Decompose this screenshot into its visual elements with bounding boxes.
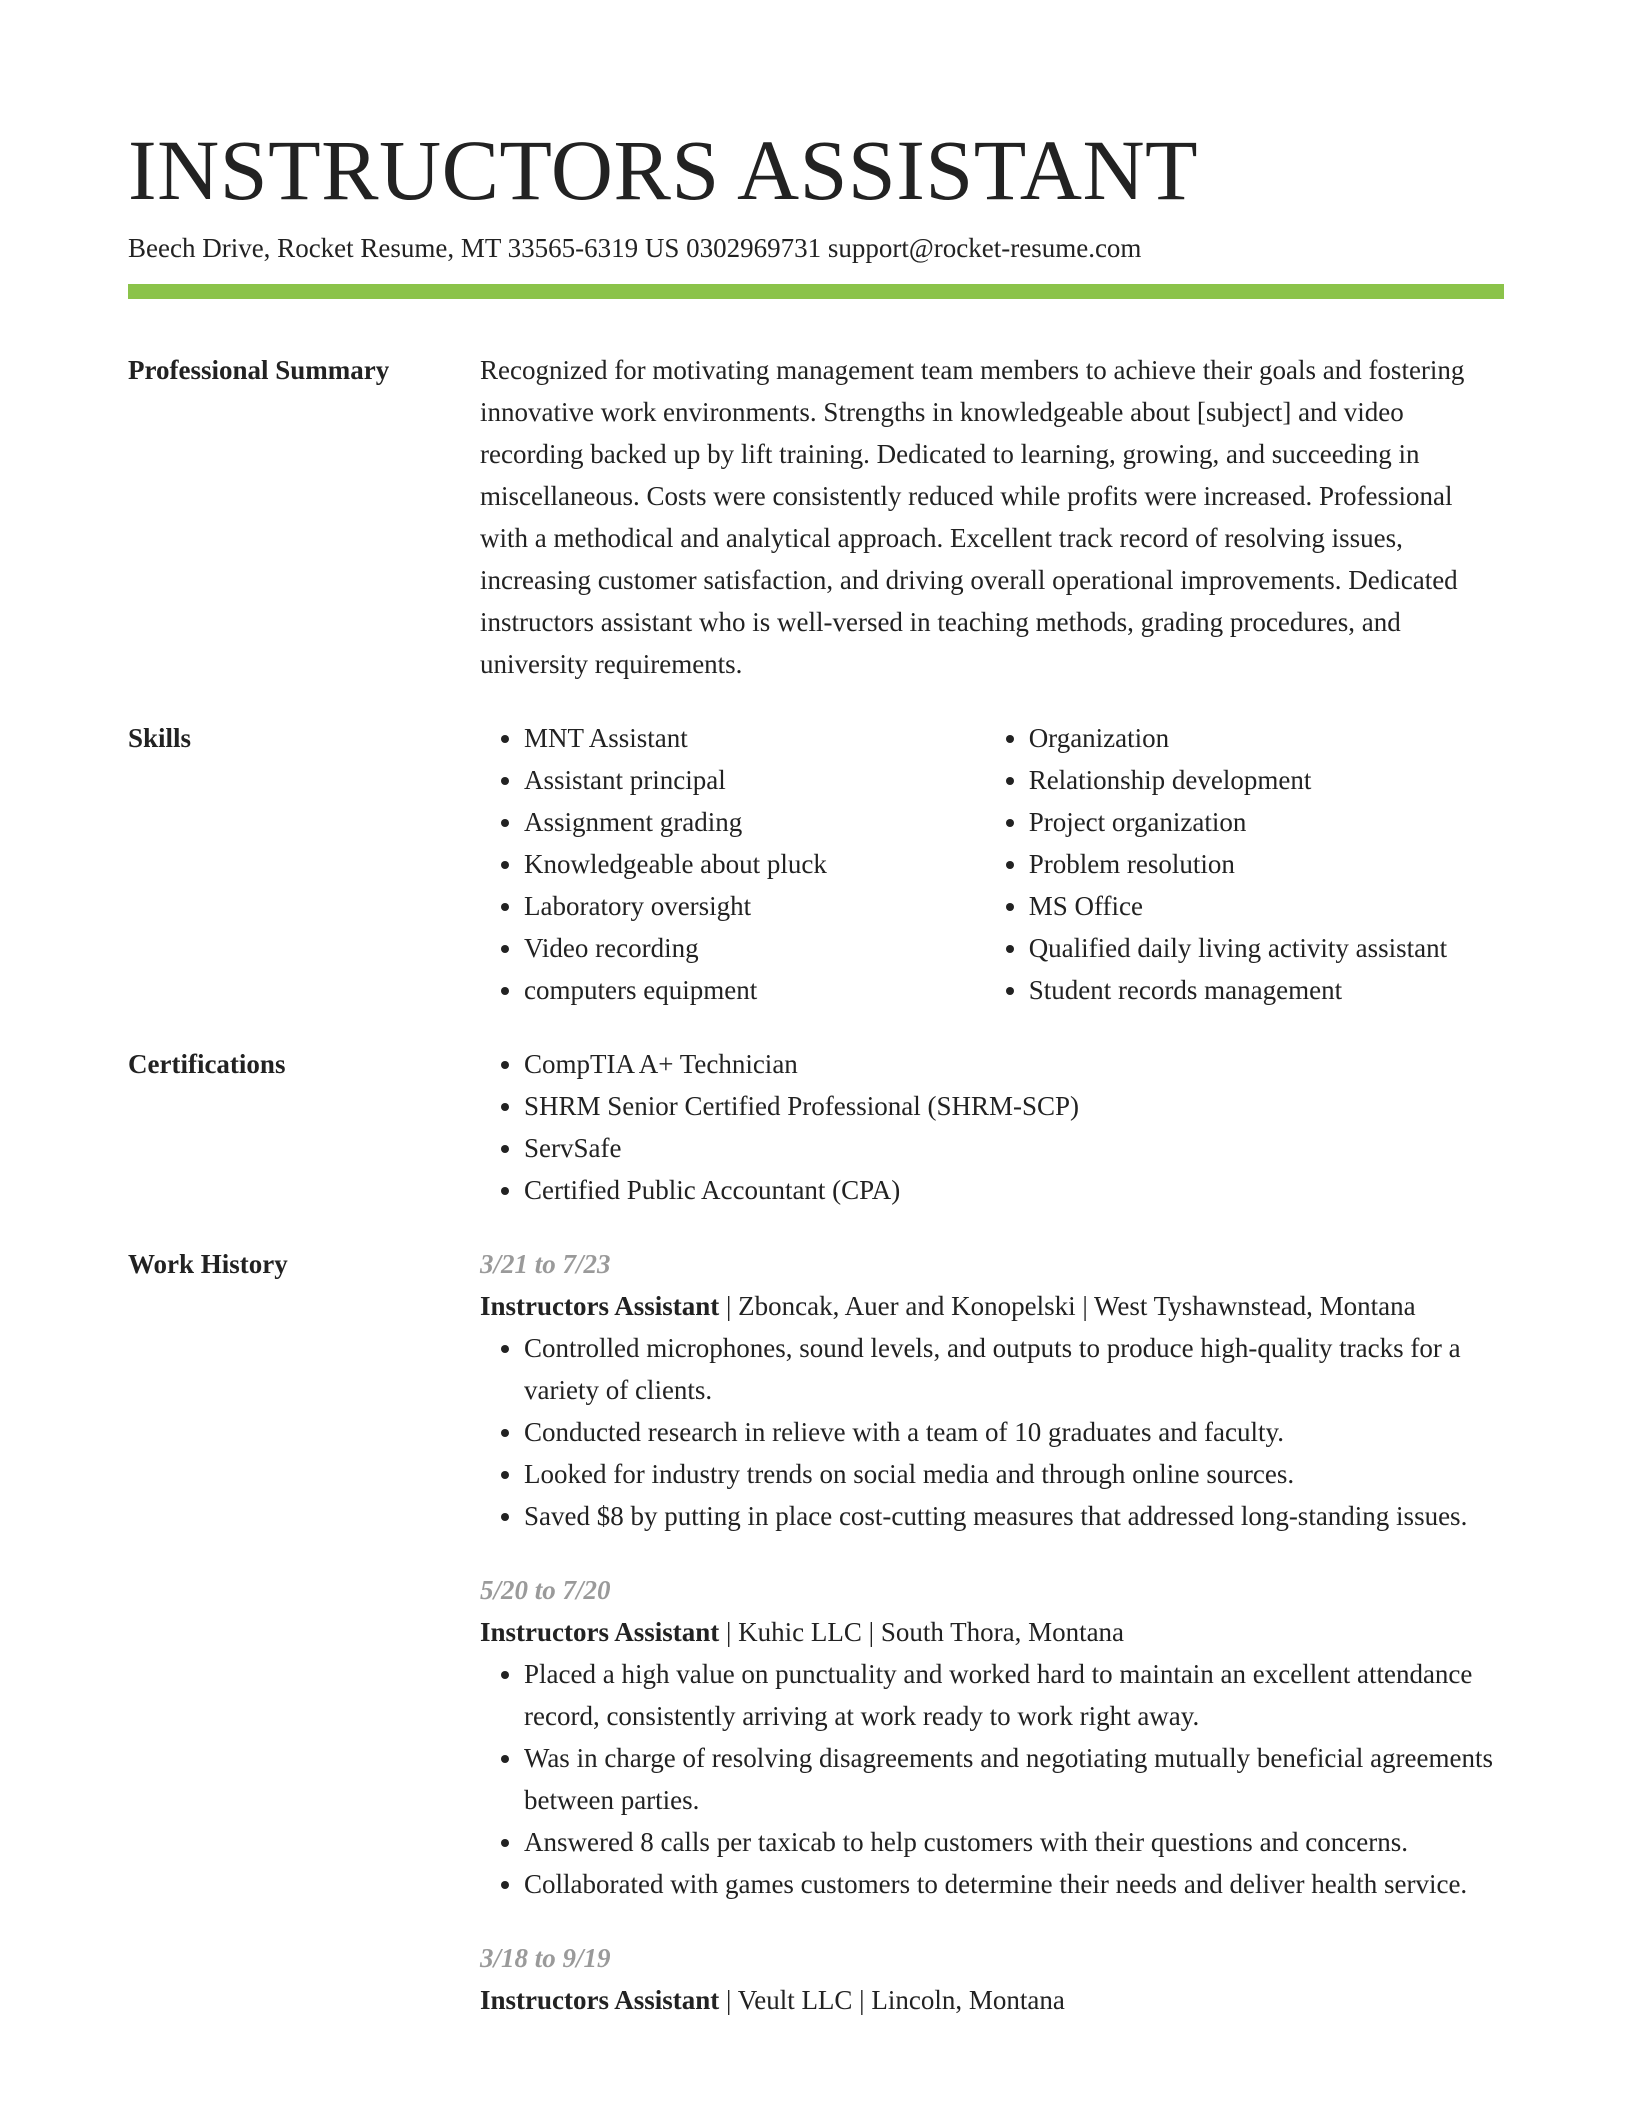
job-bullet: • Answered 8 calls per taxicab to help customers with their questions and concerns. xyxy=(524,1821,1504,1863)
certification-item: • CompTIA A+ Technician xyxy=(524,1043,1504,1085)
skill-item: • Student records management xyxy=(1029,969,1504,1011)
skill-item: • MS Office xyxy=(1029,885,1504,927)
certifications-section xyxy=(128,1043,1504,1211)
job-bullet: • Was in charge of resolving disagreements and negotiating mutually beneficial agreements between parties. xyxy=(524,1737,1504,1821)
skills-column-b xyxy=(985,717,1504,1011)
skill-item: • Organization xyxy=(1029,717,1504,759)
skills-section xyxy=(128,717,1504,1011)
job-details: | Zboncak, Auer and Konopelski | West Tyshawnstead, Montana xyxy=(719,1291,1416,1321)
professional-summary-section xyxy=(128,349,1504,685)
skill-item: • Relationship development xyxy=(1029,759,1504,801)
job-bullet: • Placed a high value on punctuality and worked hard to maintain an excellent attendance record, consistently arriving at work ready to work right away. xyxy=(524,1653,1504,1737)
work-history-section xyxy=(128,1243,1504,2053)
skill-item: • Assignment grading xyxy=(524,801,985,843)
job-bullet: • Conducted research in relieve with a team of 10 graduates and faculty. xyxy=(524,1411,1504,1453)
skill-item: • Assistant principal xyxy=(524,759,985,801)
job-entry xyxy=(480,1937,1504,2021)
accent-divider xyxy=(128,284,1504,299)
certification-item: • SHRM Senior Certified Professional (SHRM-SCP) xyxy=(524,1085,1504,1127)
section-label-summary: Professional Summary xyxy=(128,355,390,385)
job-entry xyxy=(480,1569,1504,1905)
summary-text: Recognized for motivating management team members to achieve their goals and fostering innovative work environments. Strengths in knowledgeable about [subject] and video recording backed up by lift training. Dedicated to learning, growing, and succeeding in miscellaneous. Costs were consistently reduced while profits were increased. Professional with a methodical and analytical approach. Excellent track record of resolving issues, increasing customer satisfaction, and driving overall operational improvements. Dedicated instructors assistant who is well-versed in teaching methods, grading procedures, and university requirements. xyxy=(480,355,1465,679)
job-dates: 3/18 to 9/19 xyxy=(480,1943,611,1973)
job-details: | Veult LLC | Lincoln, Montana xyxy=(719,1985,1065,2015)
certification-item: • ServSafe xyxy=(524,1127,1504,1169)
job-dates: 5/20 to 7/20 xyxy=(480,1575,611,1605)
section-label-skills: Skills xyxy=(128,723,192,753)
job-bullets xyxy=(480,1653,1504,1905)
job-details: | Kuhic LLC | South Thora, Montana xyxy=(719,1617,1125,1647)
job-bullet: • Looked for industry trends on social media and through online sources. xyxy=(524,1453,1504,1495)
skill-item: • Problem resolution xyxy=(1029,843,1504,885)
job-bullet: • Controlled microphones, sound levels, and outputs to produce high-quality tracks for a variety of clients. xyxy=(524,1327,1504,1411)
skill-item: • Video recording xyxy=(524,927,985,969)
section-label-certifications: Certifications xyxy=(128,1049,286,1079)
skill-item: • MNT Assistant xyxy=(524,717,985,759)
skill-item: • computers equipment xyxy=(524,969,985,1011)
job-title: Instructors Assistant xyxy=(480,1985,720,2015)
certification-item: • Certified Public Accountant (CPA) xyxy=(524,1169,1504,1211)
job-heading xyxy=(480,1611,1504,1653)
job-heading xyxy=(480,1979,1504,2021)
job-bullets xyxy=(480,1327,1504,1537)
job-bullet: • Collaborated with games customers to determine their needs and deliver health service. xyxy=(524,1863,1504,1905)
certifications-list xyxy=(480,1043,1504,1211)
skill-item: • Qualified daily living activity assistant xyxy=(1029,927,1504,969)
work-history-content xyxy=(480,1243,1504,2053)
job-dates: 3/21 to 7/23 xyxy=(480,1249,611,1279)
contact-line: Beech Drive, Rocket Resume, MT 33565-6319 US 0302969731 support@rocket-resume.com xyxy=(128,233,1142,263)
section-label-work-history: Work History xyxy=(128,1249,288,1279)
skills-column-a xyxy=(480,717,985,1011)
skill-item: • Project organization xyxy=(1029,801,1504,843)
job-heading xyxy=(480,1285,1504,1327)
job-title: Instructors Assistant xyxy=(480,1291,720,1321)
job-entry xyxy=(480,1243,1504,1537)
skill-item: • Knowledgeable about pluck xyxy=(524,843,985,885)
job-title: Instructors Assistant xyxy=(480,1617,720,1647)
job-bullet: • Saved $8 by putting in place cost-cutting measures that addressed long-standing issues. xyxy=(524,1495,1504,1537)
resume-name: INSTRUCTORS ASSISTANT xyxy=(128,122,1199,218)
skills-grid xyxy=(480,717,1504,1011)
certifications-content xyxy=(480,1043,1504,1211)
resume-page xyxy=(128,120,1504,2053)
skill-item: • Laboratory oversight xyxy=(524,885,985,927)
